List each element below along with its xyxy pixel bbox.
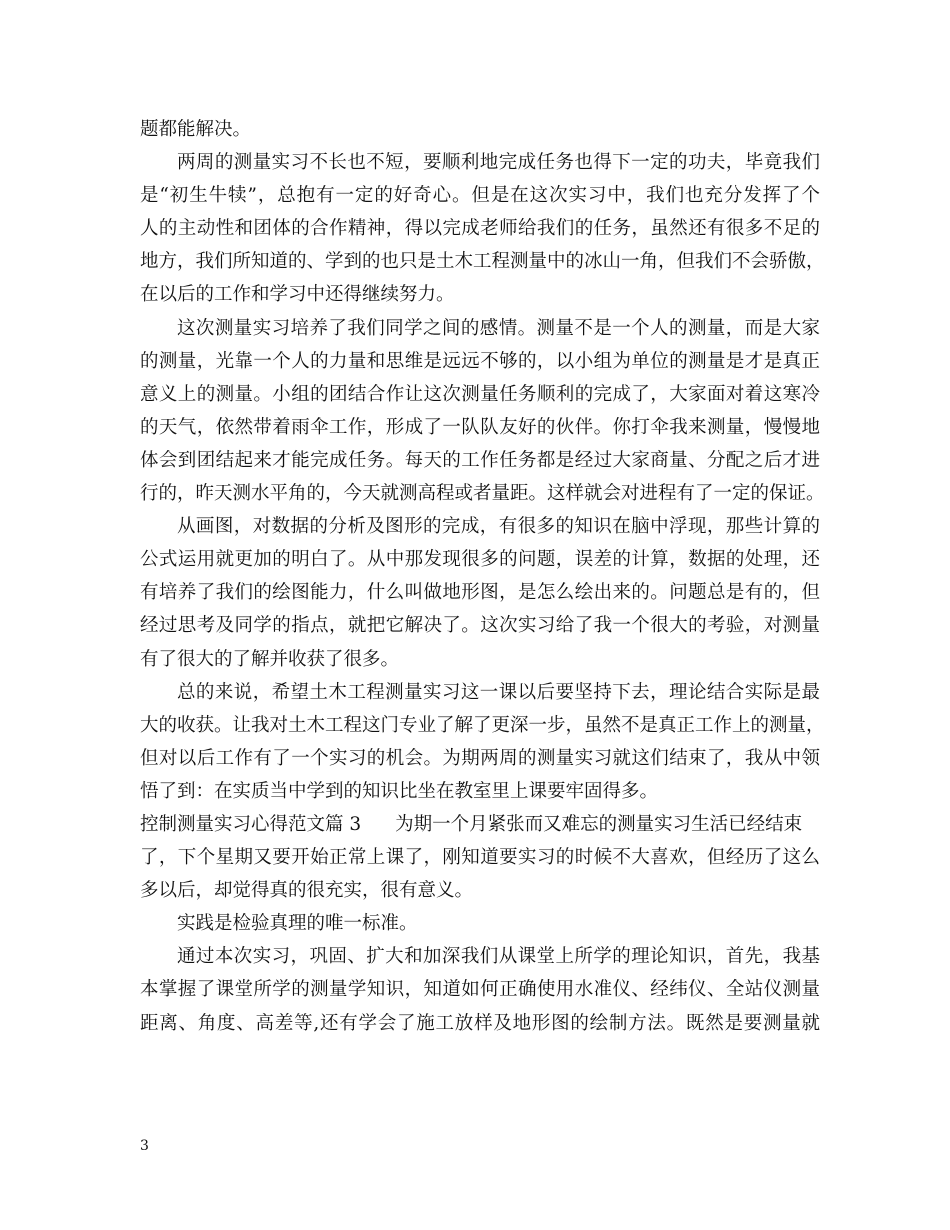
paragraph <box>140 312 825 511</box>
text-line: 体会到团结起来才能完成任务。每天的工作任务都是经过大家商量、分配之后才进 <box>140 449 820 471</box>
section-first-line-text: 为期一个月紧张而又难忘的测量实习生活已经结束 <box>395 813 803 835</box>
paragraph <box>140 113 820 146</box>
text-line: 题都能解决。 <box>140 119 252 140</box>
text-line: 公式运用就更加的明白了。从中那发现很多的问题，误差的计算，数据的处理，还 <box>140 549 820 571</box>
text-line: 但对以后工作有了一个实习的机会。为期两周的测量实习就这们结束了，我从中领 <box>140 747 820 769</box>
text-line: 的测量，光靠一个人的力量和思维是远远不够的，以小组为单位的测量是才是真正 <box>140 350 820 372</box>
text-line: 大的收获。让我对土木工程这门专业了解了更深一步，虽然不是真正工作上的测量， <box>140 714 825 736</box>
paragraph <box>140 940 820 1039</box>
text-line: 两周的测量实习不长也不短，要顺利地完成任务也得下一定的功夫，毕竟我们 <box>177 152 820 174</box>
section-heading: 控制测量实习心得范文篇 3 <box>140 813 362 835</box>
page-number: 3 <box>140 1138 149 1154</box>
text-line: 有培养了我们的绘图能力，什么叫做地形图，是怎么绘出来的。问题总是有的，但 <box>140 582 820 604</box>
paragraph <box>140 510 820 675</box>
text-line: 意义上的测量。小组的团结合作让这次测量任务顺利的完成了，大家面对着这寒冷 <box>140 383 820 405</box>
paragraph <box>140 146 825 311</box>
text-line: 是“初生牛犊”，总抱有一定的好奇心。但是在这次实习中，我们也充分发挥了个 <box>140 185 820 207</box>
text-line: 有了很大的了解并收获了很多。 <box>140 648 400 670</box>
text-line: 在以后的工作和学习中还得继续努力。 <box>140 284 455 306</box>
text-line: 这次测量实习培养了我们同学之间的感情。测量不是一个人的测量，而是大家 <box>177 317 820 339</box>
text-line: 人的主动性和团体的合作精神，得以完成老师给我们的任务，虽然还有很多不足的 <box>140 218 820 240</box>
text-line: 悟了到：在实质当中学到的知识比坐在教室里上课要牢固得多。 <box>140 780 659 802</box>
text-line: 行的，昨天测水平角的，今天就测高程或者量距。这样就会对进程有了一定的保证。 <box>140 483 825 505</box>
text-line: 从画图，对数据的分析及图形的完成，有很多的知识在脑中浮现，那些计算的 <box>177 516 820 538</box>
section-first-line <box>140 808 820 841</box>
section <box>140 808 820 907</box>
text-line: 多以后，却觉得真的很充实，很有意义。 <box>140 880 474 902</box>
text-line: 总的来说，希望土木工程测量实习这一课以后要坚持下去，理论结合实际是最 <box>177 681 820 703</box>
text-line: 本掌握了课堂所学的测量学知识，知道如何正确使用水准仪、经纬仪、全站仪测量 <box>140 979 820 1001</box>
text-line: 地方，我们所知道的、学到的也只是土木工程测量中的冰山一角，但我们不会骄傲， <box>140 251 825 273</box>
paragraph <box>140 676 825 808</box>
page-body <box>140 113 825 1040</box>
paragraph <box>140 907 820 940</box>
text-line: 距离、角度、高差等,还有学会了施工放样及地形图的绘制方法。既然是要测量就 <box>140 1012 820 1034</box>
text-line: 了，下个星期又要开始正常上课了，刚知道要实习的时候不大喜欢，但经历了这么 <box>140 847 820 869</box>
text-line: 通过本次实习，巩固、扩大和加深我们从课堂上所学的理论知识，首先，我基 <box>177 946 820 968</box>
text-line: 实践是检验真理的唯一标准。 <box>177 913 418 935</box>
text-line: 的天气，依然带着雨伞工作，形成了一队队友好的伙伴。你打伞我来测量，慢慢地 <box>140 416 820 438</box>
text-line: 经过思考及同学的指点，就把它解决了。这次实习给了我一个很大的考验，对测量 <box>140 615 820 637</box>
